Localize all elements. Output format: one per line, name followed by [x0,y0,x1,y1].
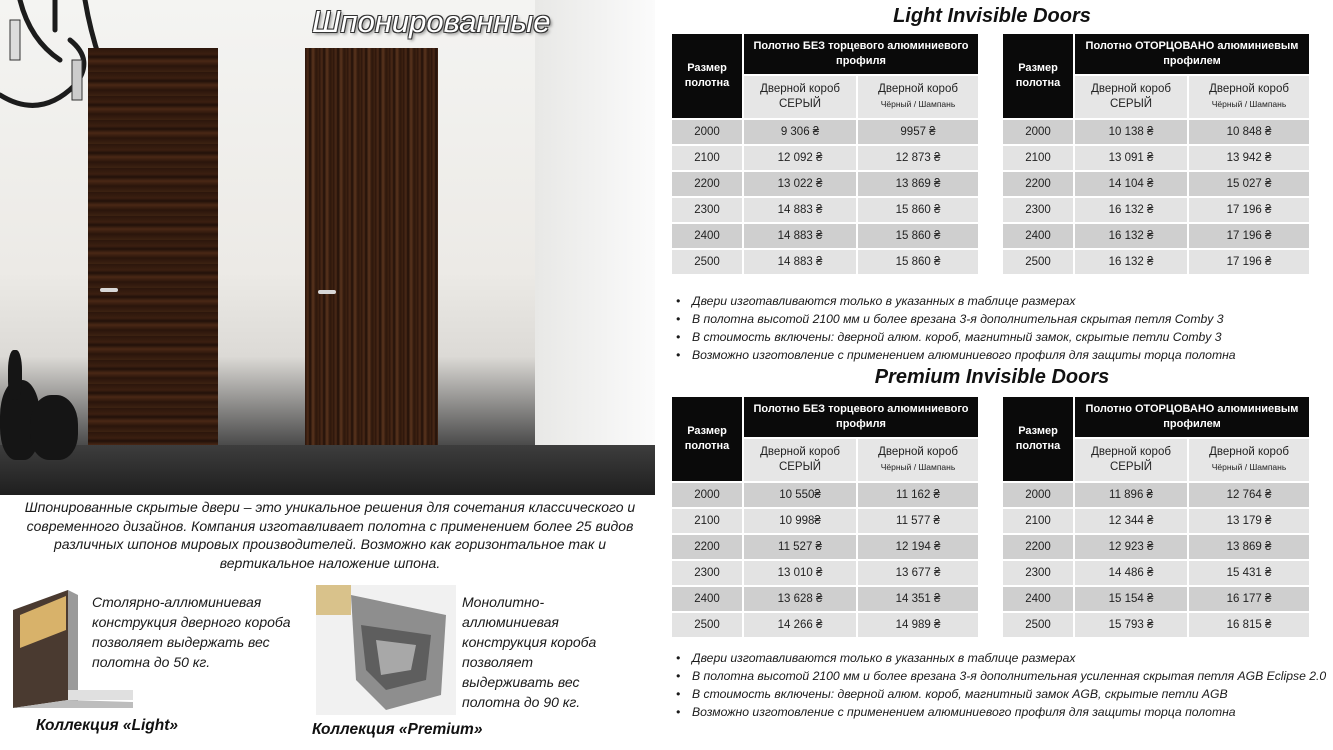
note-item: • Возможно изготовление с применением алюминиевого профиля для защиты торца полотна [672,703,1327,721]
table-row [672,146,978,170]
note-item: • В полотна высотой 2100 мм и более врезана 3-я дополнительная усиленная скрытая петля AGB Eclipse 2.0 [672,667,1327,685]
price-color-cell: 15 431 ₴ [1189,561,1309,585]
size-cell: 2200 [1003,535,1073,559]
size-cell: 2400 [1003,587,1073,611]
color-box-header: Дверной короб Чёрный / Шампань [1189,76,1309,118]
price-color-cell: 13 677 ₴ [858,561,978,585]
size-header: Размер полотна [672,397,742,481]
table-row [672,587,978,611]
table-row [1003,250,1309,274]
table-row [1003,561,1309,585]
price-gray-cell: 15 154 ₴ [1075,587,1187,611]
price-gray-cell: 10 138 ₴ [1075,120,1187,144]
size-cell: 2400 [672,224,742,248]
price-gray-cell: 11 896 ₴ [1075,483,1187,507]
size-cell: 2000 [1003,120,1073,144]
price-table-without-edge [670,32,980,276]
interior-photo [0,0,655,495]
color-box-header: Дверной короб Чёрный / Шампань [1189,439,1309,481]
price-color-cell: 11 162 ₴ [858,483,978,507]
size-cell: 2100 [1003,509,1073,533]
note-item: • Возможно изготовление с применением алюминиевого профиля для защиты торца полотна [672,346,1327,364]
table-row [1003,483,1309,507]
light-profile-text: Столярно-аллюминиевая конструкция дверного короба позволяет выдержать вес полотна до 50 кг. [92,594,291,670]
section-title: Light Invisible Doors [893,5,1091,27]
price-color-cell: 17 196 ₴ [1189,224,1309,248]
table-row [672,250,978,274]
size-cell: 2300 [672,561,742,585]
table-row [1003,224,1309,248]
size-cell: 2100 [672,509,742,533]
table-row [1003,509,1309,533]
price-color-cell: 15 860 ₴ [858,224,978,248]
size-cell: 2300 [1003,198,1073,222]
door-handle [318,290,336,294]
size-cell: 2500 [1003,613,1073,637]
price-gray-cell: 14 883 ₴ [744,224,856,248]
price-color-cell: 17 196 ₴ [1189,198,1309,222]
size-cell: 2000 [672,120,742,144]
size-header: Размер полотна [1003,397,1073,481]
price-table-with-edge [1001,32,1311,276]
premium-profile-image [316,585,456,715]
price-color-cell: 16 177 ₴ [1189,587,1309,611]
price-table-with-edge [1001,395,1311,639]
table-row [672,172,978,196]
gray-box-header: Дверной короб СЕРЫЙ [1075,439,1187,481]
price-color-cell: 15 860 ₴ [858,198,978,222]
size-cell: 2300 [1003,561,1073,585]
price-gray-cell: 9 306 ₴ [744,120,856,144]
price-color-cell: 15 027 ₴ [1189,172,1309,196]
note-item: • В стоимость включены: дверной алюм. короб, магнитный замок AGB, скрытые петли AGB [672,685,1327,703]
door-type-header: Полотно БЕЗ торцевого алюминиевого профиля [744,34,978,74]
price-gray-cell: 16 132 ₴ [1075,224,1187,248]
table-row [1003,535,1309,559]
table-row [1003,587,1309,611]
price-color-cell: 17 196 ₴ [1189,250,1309,274]
price-color-cell: 14 989 ₴ [858,613,978,637]
price-color-cell: 13 179 ₴ [1189,509,1309,533]
table-row [672,224,978,248]
price-gray-cell: 11 527 ₴ [744,535,856,559]
table-row [1003,146,1309,170]
notes-list [672,649,1327,721]
size-cell: 2500 [672,613,742,637]
photo-title: Шпонированные [312,4,551,39]
table-row [672,613,978,637]
price-color-cell: 15 860 ₴ [858,250,978,274]
price-gray-cell: 10 550₴ [744,483,856,507]
premium-profile-text: Монолитно-аллюминиевая конструкция короба позволяет выдерживать вес полотна до 90 кг. [462,594,597,710]
price-color-cell: 10 848 ₴ [1189,120,1309,144]
price-gray-cell: 14 883 ₴ [744,250,856,274]
section-title: Premium Invisible Doors [874,366,1110,388]
price-color-cell: 9957 ₴ [858,120,978,144]
note-item: • В стоимость включены: дверной алюм. короб, магнитный замок, скрытые петли Comby 3 [672,328,1327,346]
note-item: • Двери изготавливаются только в указанных в таблице размерах [672,292,1327,310]
price-gray-cell: 14 104 ₴ [1075,172,1187,196]
price-color-cell: 12 873 ₴ [858,146,978,170]
note-item: • В полотна высотой 2100 мм и более врезана 3-я дополнительная скрытая петля Comby 3 [672,310,1327,328]
size-cell: 2000 [672,483,742,507]
table-row [1003,198,1309,222]
door-handle [100,288,118,292]
price-gray-cell: 13 091 ₴ [1075,146,1187,170]
size-cell: 2100 [672,146,742,170]
door-type-header: Полотно ОТОРЦОВАНО алюминиевым профилем [1075,34,1309,74]
light-collection-label: Коллекция «Light» [36,717,178,734]
price-gray-cell: 16 132 ₴ [1075,250,1187,274]
price-gray-cell: 12 923 ₴ [1075,535,1187,559]
door-vertical-veneer [305,48,438,456]
table-row [672,561,978,585]
price-gray-cell: 14 486 ₴ [1075,561,1187,585]
gray-box-header: Дверной короб СЕРЫЙ [744,439,856,481]
price-color-cell: 16 815 ₴ [1189,613,1309,637]
color-box-header: Дверной короб Чёрный / Шампань [858,439,978,481]
size-cell: 2300 [672,198,742,222]
price-gray-cell: 12 092 ₴ [744,146,856,170]
size-cell: 2000 [1003,483,1073,507]
table-row [1003,120,1309,144]
color-box-header: Дверной короб Чёрный / Шампань [858,76,978,118]
table-row [672,509,978,533]
price-color-cell: 13 942 ₴ [1189,146,1309,170]
size-cell: 2400 [1003,224,1073,248]
table-row [672,483,978,507]
price-table-without-edge [670,395,980,639]
price-gray-cell: 13 628 ₴ [744,587,856,611]
vase [8,350,22,400]
price-gray-cell: 14 266 ₴ [744,613,856,637]
description-text: Шпонированные скрытые двери – это уникальное решения для сочетания классического и современного дизайнов. Компания изготавливает полотна с применением более 25 видов различных шпонов мировых производителей. Возможно как горизонтальное так и вертикальное наложение шпона. [24,499,636,571]
door-horizontal-veneer [88,48,218,456]
notes-list [672,292,1327,364]
size-header: Размер полотна [672,34,742,118]
size-cell: 2200 [1003,172,1073,196]
price-color-cell: 12 194 ₴ [858,535,978,559]
price-gray-cell: 12 344 ₴ [1075,509,1187,533]
size-cell: 2500 [672,250,742,274]
size-cell: 2100 [1003,146,1073,170]
price-gray-cell: 15 793 ₴ [1075,613,1187,637]
size-cell: 2400 [672,587,742,611]
price-gray-cell: 13 010 ₴ [744,561,856,585]
size-header: Размер полотна [1003,34,1073,118]
door-type-header: Полотно БЕЗ торцевого алюминиевого профиля [744,397,978,437]
door-type-header: Полотно ОТОРЦОВАНО алюминиевым профилем [1075,397,1309,437]
size-cell: 2200 [672,172,742,196]
table-row [672,198,978,222]
table-row [1003,613,1309,637]
gray-box-header: Дверной короб СЕРЫЙ [1075,76,1187,118]
vase [30,395,78,460]
price-color-cell: 13 869 ₴ [1189,535,1309,559]
price-color-cell: 14 351 ₴ [858,587,978,611]
table-row [672,535,978,559]
gray-box-header: Дверной короб СЕРЫЙ [744,76,856,118]
price-gray-cell: 16 132 ₴ [1075,198,1187,222]
size-cell: 2200 [672,535,742,559]
premium-collection-label: Коллекция «Premium» [312,721,483,738]
price-color-cell: 13 869 ₴ [858,172,978,196]
size-cell: 2500 [1003,250,1073,274]
price-color-cell: 12 764 ₴ [1189,483,1309,507]
table-row [1003,172,1309,196]
table-row [672,120,978,144]
price-color-cell: 11 577 ₴ [858,509,978,533]
price-gray-cell: 13 022 ₴ [744,172,856,196]
note-item: • Двери изготавливаются только в указанных в таблице размерах [672,649,1327,667]
price-gray-cell: 14 883 ₴ [744,198,856,222]
price-gray-cell: 10 998₴ [744,509,856,533]
